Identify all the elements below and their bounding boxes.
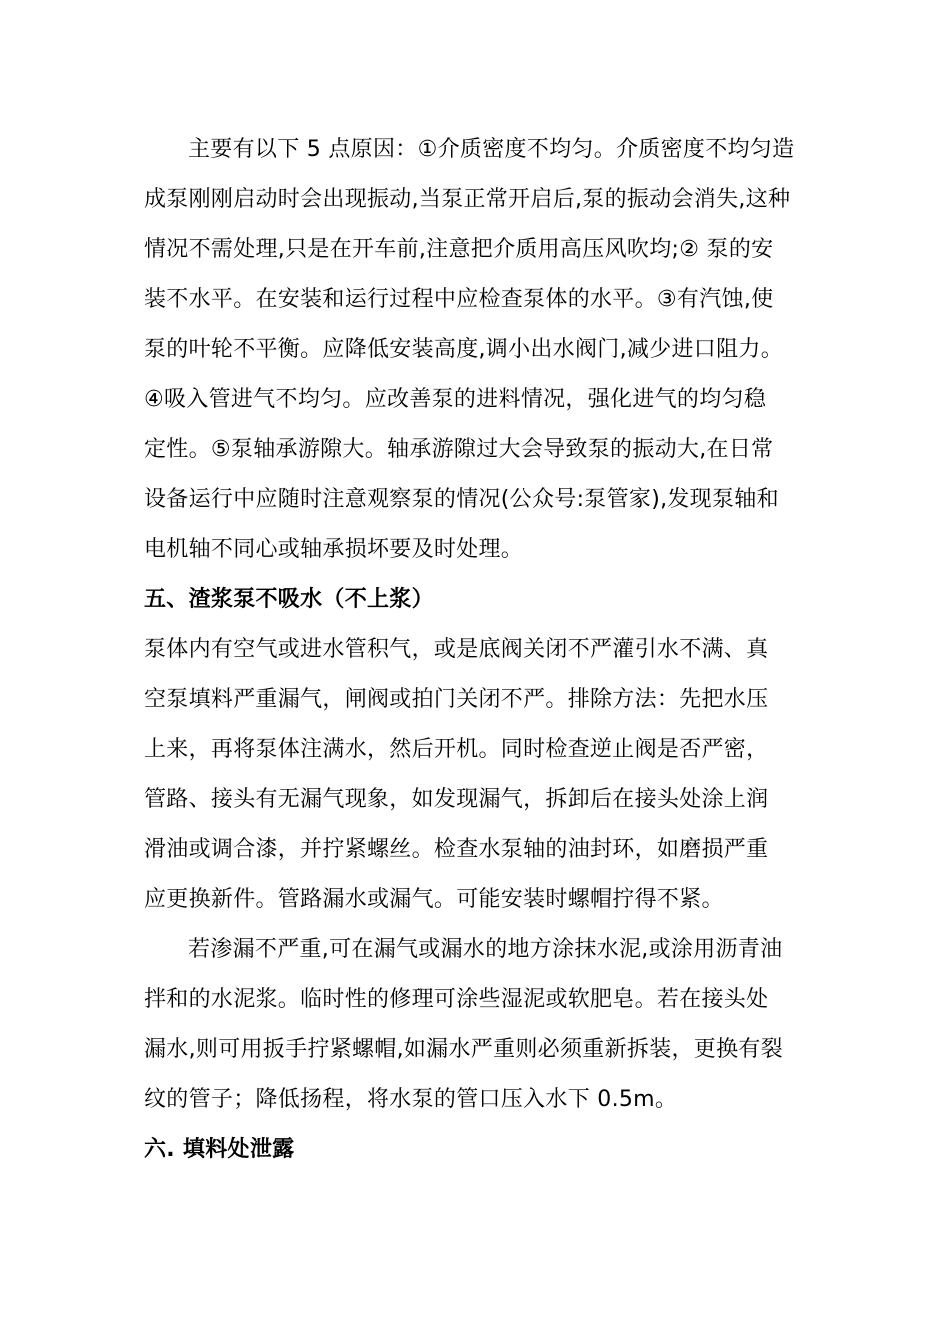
paragraph-line: 漏水,则可用扳手拧紧螺帽,如漏水严重则必须重新拆装，更换有裂 — [144, 1037, 783, 1062]
section-heading-5: 五、渣浆泵不吸水（不上浆） — [144, 587, 434, 612]
paragraph-line: 上来，再将泵体注满水，然后开机。同时检查逆止阀是否严密， — [144, 737, 769, 762]
paragraph-line: 主要有以下 5 点原因：①介质密度不均匀。介质密度不均匀造 — [188, 137, 795, 162]
section-heading-6: 六. 填料处泄露 — [144, 1137, 295, 1162]
paragraph-line: 拌和的水泥浆。临时性的修理可涂些湿泥或软肥皂。若在接头处 — [144, 987, 769, 1012]
paragraph-line: ④吸入管进气不均匀。应改善泵的进料情况，强化进气的均匀稳 — [144, 387, 767, 412]
paragraph-line: 应更换新件。管路漏水或漏气。可能安装时螺帽拧得不紧。 — [144, 887, 724, 912]
paragraph-line: 纹的管子；降低扬程，将水泵的管口压入水下 0.5m。 — [144, 1087, 678, 1112]
document-page — [144, 125, 809, 1175]
paragraph-line: 设备运行中应随时注意观察泵的情况(公众号:泵管家),发现泵轴和 — [144, 487, 779, 512]
paragraph-line: 泵的叶轮不平衡。应降低安装高度,调小出水阀门,减少进口阻力。 — [144, 337, 783, 362]
paragraph-line: 电机轴不同心或轴承损坏要及时处理。 — [144, 537, 524, 562]
paragraph-line: 若渗漏不严重,可在漏气或漏水的地方涂抹水泥,或涂用沥青油 — [188, 937, 783, 962]
paragraph-line: 定性。⑤泵轴承游隙大。轴承游隙过大会导致泵的振动大,在日常 — [144, 437, 774, 462]
paragraph-line: 成泵刚刚启动时会出现振动,当泵正常开启后,泵的振动会消失,这种 — [144, 187, 791, 212]
paragraph-line: 装不水平。在安装和运行过程中应检查泵体的水平。③有汽蚀,使 — [144, 287, 774, 312]
paragraph-line: 滑油或调合漆，并拧紧螺丝。检查水泵轴的油封环，如磨损严重 — [144, 837, 769, 862]
paragraph-line: 空泵填料严重漏气，闸阀或拍门关闭不严。排除方法：先把水压 — [144, 687, 769, 712]
paragraph-line: 泵体内有空气或进水管积气，或是底阀关闭不严灌引水不满、真 — [144, 637, 769, 662]
paragraph-line: 情况不需处理,只是在开车前,注意把介质用高压风吹均;② 泵的安 — [144, 237, 774, 262]
paragraph-line: 管路、接头有无漏气现象，如发现漏气，拆卸后在接头处涂上润 — [144, 787, 769, 812]
